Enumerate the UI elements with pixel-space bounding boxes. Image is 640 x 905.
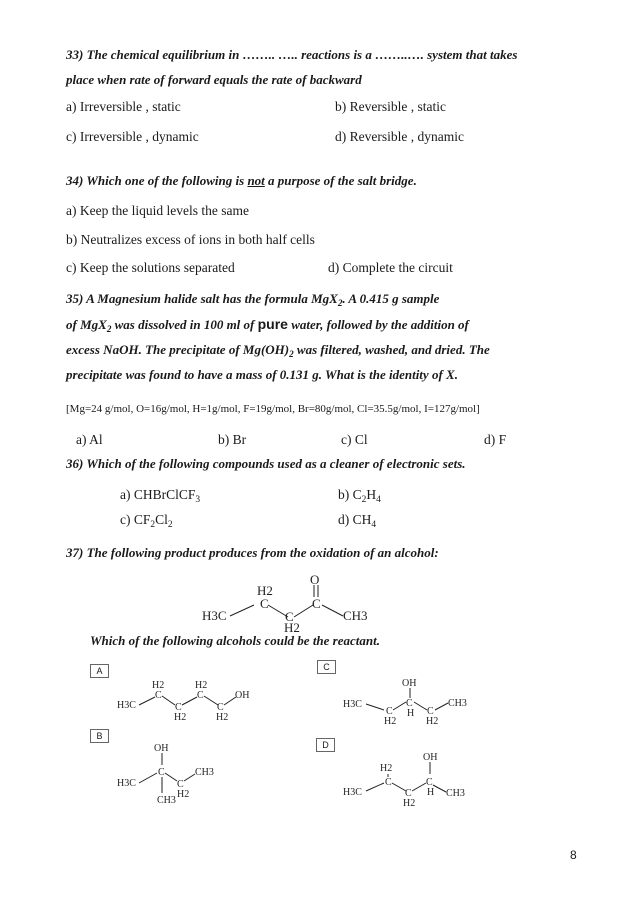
svg-text:C: C	[197, 690, 204, 701]
svg-text:CH3: CH3	[343, 608, 368, 623]
q33-option-c: c) Irreversible , dynamic	[66, 129, 199, 144]
svg-text:H3C: H3C	[343, 787, 362, 798]
q34-option-b: b) Neutralizes excess of ions in both half cells	[66, 232, 315, 247]
svg-text:C: C	[177, 779, 184, 790]
q35-stem-line2: of MgX$_2$ was dissolved in 100 ml of pure water, followed by the addition of	[66, 316, 469, 334]
svg-text:OH: OH	[235, 690, 250, 701]
q37-sub-stem: Which of the following alcohols could be the reactant.	[90, 633, 380, 648]
svg-text:H2: H2	[174, 712, 187, 723]
svg-text:H: H	[407, 708, 415, 719]
q34-option-a: a) Keep the liquid levels the same	[66, 203, 249, 218]
svg-text:C: C	[260, 596, 269, 611]
q35-option-c: c) Cl	[341, 432, 368, 447]
svg-text:CH3: CH3	[446, 788, 465, 799]
q33-option-b: b) Reversible , static	[335, 99, 446, 114]
svg-text:H2: H2	[380, 763, 393, 774]
svg-text:H3C: H3C	[117, 778, 136, 789]
svg-text:C: C	[217, 702, 224, 713]
option-a-label[interactable]: A	[90, 664, 109, 678]
q34-option-d: d) Complete the circuit	[328, 260, 453, 275]
svg-text:OH: OH	[423, 752, 438, 763]
svg-text:H2: H2	[257, 583, 273, 598]
option-d-label[interactable]: D	[316, 738, 335, 752]
svg-text:H: H	[427, 787, 435, 798]
svg-text:H3C: H3C	[117, 700, 136, 711]
svg-text:H2: H2	[195, 680, 208, 691]
svg-text:C: C	[386, 706, 393, 717]
page-number: 8	[570, 848, 577, 862]
q33-stem-line1: 33) The chemical equilibrium in …….. ….. reactions is a ……..…. system that takes	[66, 47, 518, 62]
q36-option-d: d) $CH_4$	[338, 512, 377, 530]
q36-option-c: c) $CF_2Cl_2$	[120, 512, 173, 530]
q35-stem-line3: excess NaOH. The precipitate of $Mg(OH)_2$ was filtered, washed, and dried. The	[66, 342, 490, 359]
q35-option-d: d) F	[484, 432, 507, 447]
svg-text:C: C	[385, 777, 392, 788]
q35-stem-line1: 35) A Magnesium halide salt has the formula MgX$_2$. A 0.415 g sample	[66, 291, 440, 308]
product-butanone-structure	[200, 575, 390, 635]
q36-option-a: a) CHBrClCF$_3$	[120, 487, 201, 505]
svg-text:H2: H2	[152, 680, 165, 691]
svg-text:C: C	[155, 690, 162, 701]
q33-option-d: d) Reversible , dynamic	[335, 129, 464, 144]
svg-text:H2: H2	[384, 716, 397, 726]
svg-text:H3C: H3C	[343, 699, 362, 710]
q34-option-c: c) Keep the solutions separated	[66, 260, 235, 275]
q33-option-a: a) Irreversible , static	[66, 99, 181, 114]
q36-option-b: b) $C_2H_4$	[338, 487, 381, 505]
svg-text:O: O	[310, 575, 320, 587]
svg-text:C: C	[158, 767, 165, 778]
q36-stem: 36) Which of the following compounds used as a cleaner of electronic sets.	[66, 456, 466, 471]
option-a-butanol-structure	[115, 678, 285, 726]
svg-text:CH3: CH3	[448, 698, 467, 709]
option-c-label[interactable]: C	[317, 660, 336, 674]
q35-stem-line4: precipitate was found to have a mass of 0.131 g. What is the identity of X.	[66, 367, 458, 382]
q35-option-b: b) Br	[218, 432, 247, 447]
svg-text:OH: OH	[154, 743, 169, 754]
option-d-alcohol-structure	[340, 750, 490, 808]
svg-text:C: C	[406, 698, 413, 709]
option-c-alcohol-structure	[340, 676, 490, 726]
svg-text:C: C	[285, 609, 294, 624]
svg-text:H2: H2	[426, 716, 439, 726]
q34-stem: 34) Which one of the following is not a purpose of the salt bridge.	[66, 173, 417, 188]
option-b-alcohol-structure	[115, 741, 245, 807]
q35-molar-masses: [Mg=24 g/mol, O=16g/mol, H=1g/mol, F=19g/mol, Br=80g/mol, Cl=35.5g/mol, I=127g/mol]	[66, 403, 480, 415]
svg-text:C: C	[405, 788, 412, 799]
svg-text:H2: H2	[177, 789, 190, 800]
svg-text:CH3: CH3	[195, 767, 214, 778]
option-b-label[interactable]: B	[90, 729, 109, 743]
svg-text:H2: H2	[403, 798, 416, 808]
svg-text:C: C	[312, 596, 321, 611]
q33-stem-line2: place when rate of forward equals the rate of backward	[66, 72, 362, 87]
q34-not-emphasis: not	[247, 173, 265, 188]
svg-text:C: C	[427, 706, 434, 717]
svg-text:C: C	[426, 777, 433, 788]
svg-text:H2: H2	[216, 712, 229, 723]
svg-text:CH3: CH3	[157, 795, 176, 806]
q37-stem: 37) The following product produces from the oxidation of an alcohol:	[66, 545, 439, 560]
svg-text:C: C	[175, 702, 182, 713]
atom-h3c: H3C	[202, 608, 227, 623]
q35-option-a: a) Al	[76, 432, 103, 447]
svg-text:OH: OH	[402, 678, 417, 689]
svg-text:H2: H2	[284, 620, 300, 635]
